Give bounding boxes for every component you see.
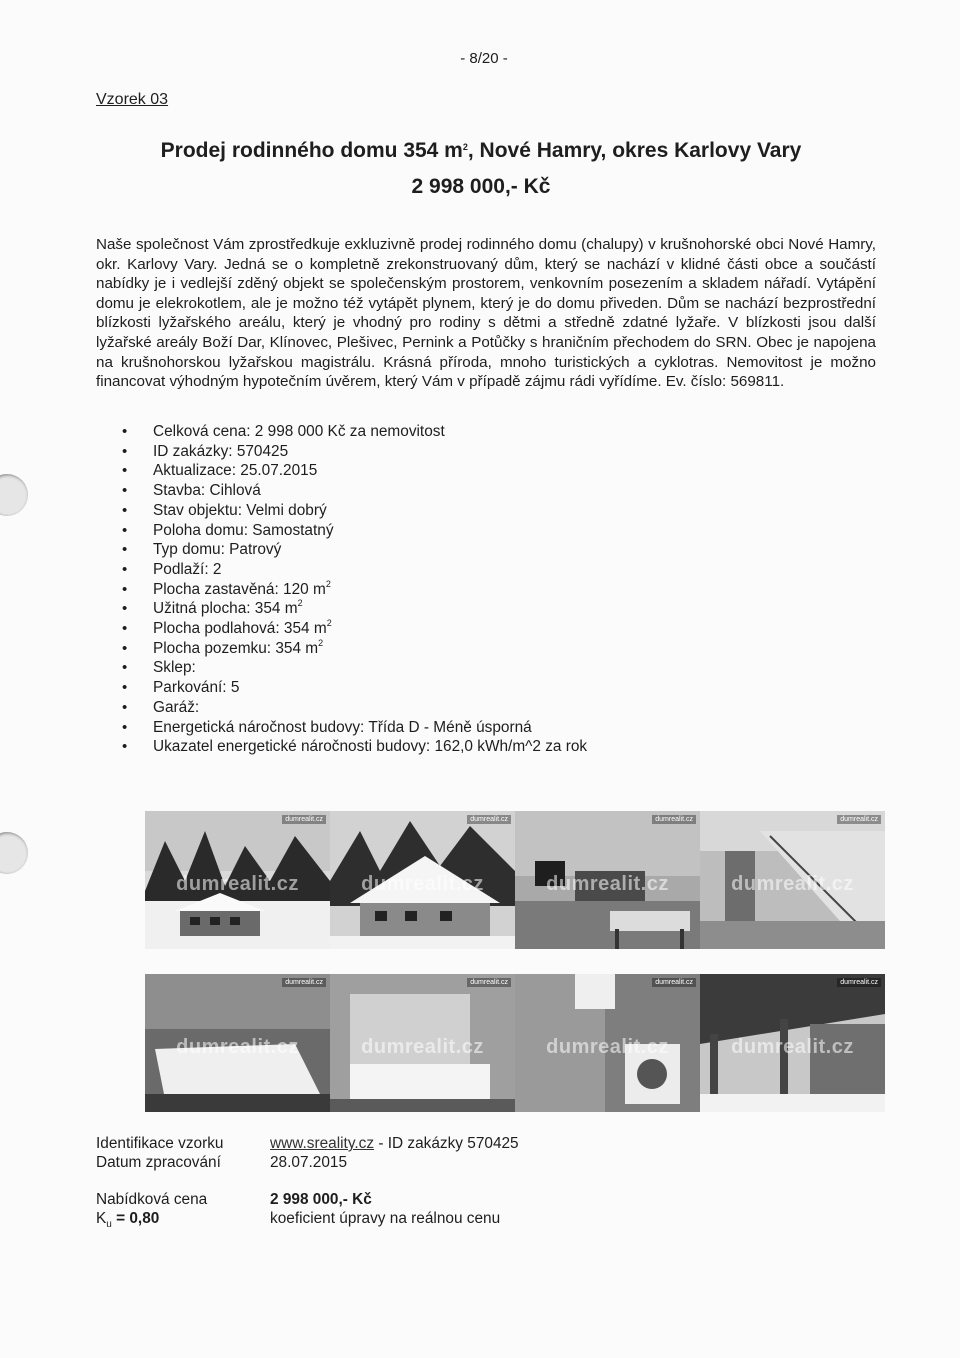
photo-bathroom-1 [330, 974, 515, 1112]
parameter-item: • Celková cena: 2 998 000 Kč za nemovitost [122, 422, 587, 442]
parameter-item: • Ukazatel energetické náročnosti budovy: 162,0 kWh/m^2 za rok [122, 737, 587, 757]
sreality-link[interactable]: www.sreality.cz [270, 1135, 375, 1152]
punch-hole [0, 474, 28, 516]
watermark: dumrealit.cz [731, 873, 854, 895]
parameter-item: • Garáž: [122, 698, 587, 718]
parameter-item: • Plocha zastavěná: 120 $m^2$ [122, 580, 587, 600]
parameter-item: • Aktualizace: 25.07.2015 [122, 461, 587, 481]
photo-bathroom-2 [515, 974, 700, 1112]
date-value: 28.07.2015 [270, 1154, 348, 1171]
watermark: dumrealit.cz [176, 873, 299, 895]
parameter-item: • Užitná plocha: 354 $m^2$ [122, 599, 587, 619]
watermark: dumrealit.cz [731, 1036, 854, 1058]
parameter-item: • Poloha domu: Samostatný [122, 521, 587, 541]
ku-label: $K_u = 0,80$ [96, 1210, 160, 1231]
page-number: - 8/20 - [460, 50, 508, 67]
photo-living-room [515, 811, 700, 949]
parameter-item: • ID zakázky: 570425 [122, 442, 587, 462]
watermark: dumrealit.cz [176, 1036, 299, 1058]
watermark-tag: dumrealit.cz [652, 815, 696, 824]
parameter-item: • Podlaží: 2 [122, 560, 587, 580]
offer-label: Nabídková cena [96, 1191, 208, 1208]
offer-value: 2 998 000,- Kč [270, 1191, 372, 1208]
parameter-item: • Parkování: 5 [122, 678, 587, 698]
parameter-item: • Energetická náročnost budovy: Třída D - Méně úsporná [122, 718, 587, 738]
watermark: dumrealit.cz [361, 1036, 484, 1058]
photo-terrace [700, 974, 885, 1112]
listing-description: Naše společnost Vám zprostředkuje exkluzivně prodej rodinného domu (chalupy) v krušnohorské obci Nové Hamry, okr. Karlovy Vary. Jedná se o kompletně zrekonstruovaný dům, který se nachází v klidné části obce a součástí nabídky je i vedlejší zděný objekt se společenským prostorem, venkovním posezením a skladem nářadí. Vytápění domu je elekrokotlem, ale je možno též vytápět plynem, který je do domu přiveden. Dům se nachází bezprostřední blízkosti lyžařského areálu, který je vhodný pro rodiny s dětmi a středně zdatné lyžaře. V blízkosti jsou další lyžařské areály Boží Dar, Klínovec, Plešivec, Pernink a Potůčky s hraničním přechodem do SRN. Obec je napojena na krušnohorskou lyžařskou magistrálu. Krásná příroda, mnoho turistických a cyklotras. Nemovitost je možno financovat výhodným hypotečním úvěrem, který Vám v případě zájmu rádi vyřídíme. Ev. číslo: 569811. [96, 236, 876, 391]
watermark: dumrealit.cz [546, 873, 669, 895]
watermark-tag: dumrealit.cz [282, 815, 326, 824]
ku-description: koeficient úpravy na reálnou cenu [270, 1210, 501, 1227]
watermark: dumrealit.cz [361, 873, 484, 895]
parameter-item: • Stav objektu: Velmi dobrý [122, 501, 587, 521]
listing-price: 2 998 000,- Kč [411, 175, 551, 198]
id-label: Identifikace vzorku [96, 1135, 224, 1152]
photo-exterior-1 [145, 811, 330, 949]
photo-hallway [700, 811, 885, 949]
date-label: Datum zpracování [96, 1154, 221, 1171]
parameter-item: • Stavba: Cihlová [122, 481, 587, 501]
parameter-item: • Typ domu: Patrový [122, 540, 587, 560]
sample-label: Vzorek 03 [96, 91, 169, 108]
parameter-item: • Plocha podlahová: 354 $m^2$ [122, 619, 587, 639]
photo-bedroom [145, 974, 330, 1112]
watermark-tag: dumrealit.cz [467, 815, 511, 824]
parameter-item: • Sklep: [122, 658, 587, 678]
id-value: www.sreality.cz - ID zakázky 570425 [270, 1135, 519, 1152]
watermark-tag: dumrealit.cz [837, 978, 881, 987]
photo-exterior-2 [330, 811, 515, 949]
watermark-tag: dumrealit.cz [467, 978, 511, 987]
listing-title: Prodej rodinného domu 354 $m^2$, Nové Hamry, okres Karlovy Vary [160, 139, 802, 162]
watermark-tag: dumrealit.cz [282, 978, 326, 987]
watermark-tag: dumrealit.cz [837, 815, 881, 824]
parameter-item: • Plocha pozemku: 354 $m^2$ [122, 639, 587, 659]
watermark-tag: dumrealit.cz [652, 978, 696, 987]
parameter-list [122, 422, 587, 757]
watermark: dumrealit.cz [546, 1036, 669, 1058]
punch-hole [0, 832, 28, 874]
